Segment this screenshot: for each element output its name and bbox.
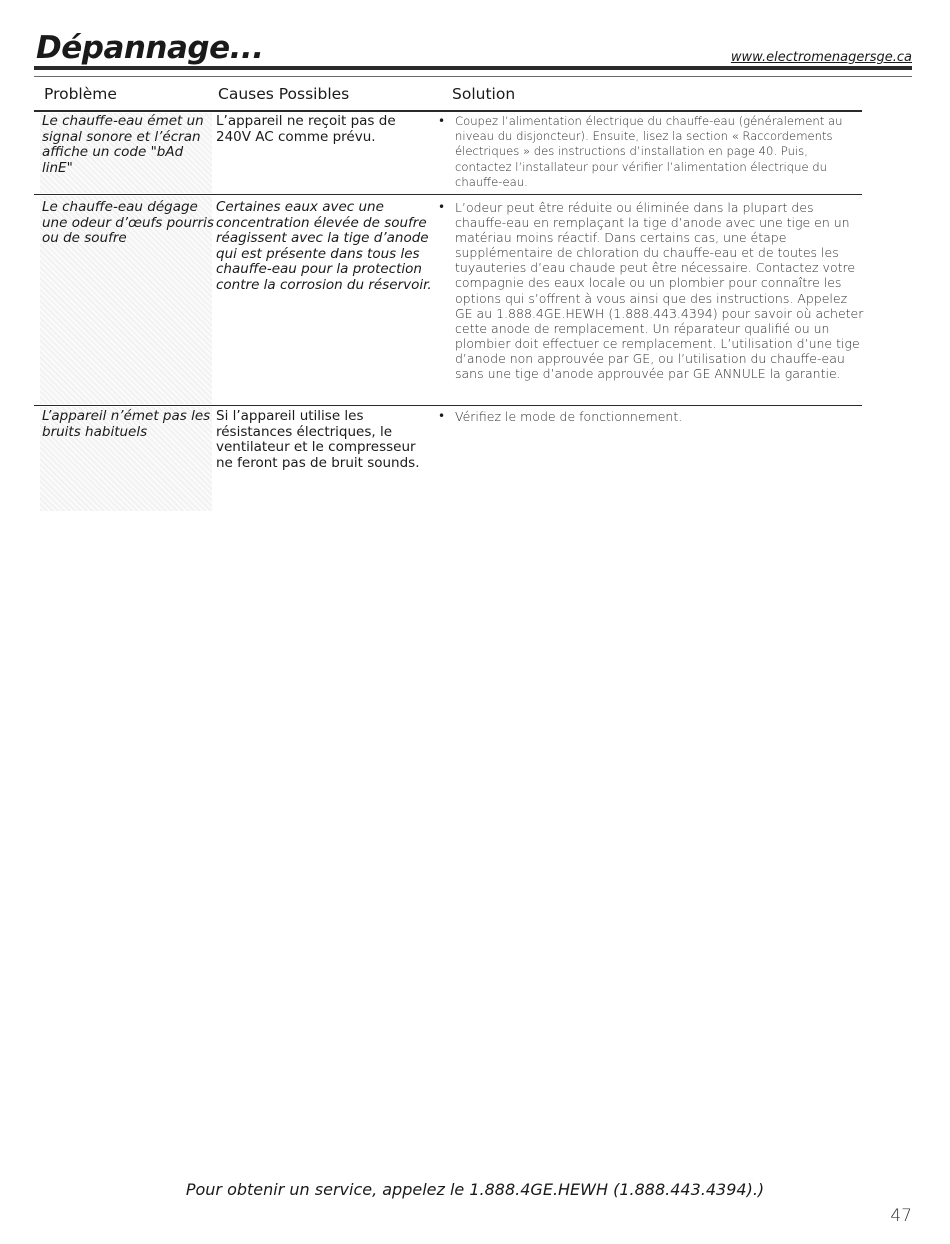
solution-text: Coupez l’alimentation électrique du chauffe-eau (généralement au niveau du disjoncteur). Ensuite, lisez la section « Raccordements électriques » des instructions d’installation en page 40. Puis, contactez l’installateur pour vérifier l’alimentation électrique du chauffe-eau.	[455, 114, 843, 189]
column-header-solution: Solution	[452, 85, 516, 103]
problem-text: Le chauffe-eau dégage une odeur d’œufs pourris ou de soufre	[42, 199, 214, 246]
table-header-rule	[34, 110, 862, 112]
solution-cell	[438, 114, 864, 190]
service-footer: Pour obtenir un service, appelez le 1.888.4GE.HEWH (1.888.443.4394).)	[185, 1180, 765, 1199]
row-divider	[34, 194, 862, 195]
page-number: 47	[890, 1206, 912, 1226]
bullet-icon: •	[438, 200, 446, 214]
problem-text: Le chauffe-eau émet un signal sonore et l’écran affiche un code "bAd linE"	[42, 113, 204, 176]
row-divider	[34, 405, 862, 406]
header-rule-thin	[34, 76, 912, 77]
solution-text: L’odeur peut être réduite ou éliminée dans la plupart des chauffe-eau en remplaçant la tige d’anode avec une tige en un matériau moins réactif. Dans certains cas, une étape supplémentaire de chloration du chauffe-eau et de toutes les tuyauteries d’eau chaude peut être nécessaire. Contactez votre compagnie des eaux locale ou un plombier pour connaître les options qui s’offrent à vous ainsi que des instructions. Appelez GE au 1.888.4GE.HEWH (1.888.443.4394) pour savoir où acheter cette anode de remplacement. Un réparateur qualifié ou un plombier doit effectuer ce remplacement. L’utilisation d’une tige d’anode non approuvée par GE, ou l’utilisation du chauffe-eau sans une tige d’anode approuvée par GE ANNULE la garantie.	[455, 200, 864, 382]
header-rule	[34, 66, 912, 70]
cause-text: Certaines eaux avec une concentration élevée de soufre réagissent avec la tige d’anode qui est présente dans tous les chauffe-eau pour la protection contre la corrosion du réservoir.	[216, 199, 432, 293]
cause-text: Si l’appareil utilise les résistances électriques, le ventilateur et le compresseur ne feront pas de bruit sounds.	[216, 408, 420, 471]
page-title: Dépannage...	[36, 30, 264, 66]
problem-text: L’appareil n’émet pas les bruits habituels	[42, 408, 211, 440]
solution-cell	[438, 409, 864, 424]
bullet-icon: •	[438, 409, 446, 423]
column-header-problem: Problème	[44, 85, 117, 103]
solution-cell	[438, 200, 864, 381]
column-header-causes: Causes Possibles	[218, 85, 350, 103]
solution-text: Vérifiez le mode de fonctionnement.	[455, 409, 683, 424]
bullet-icon: •	[438, 114, 446, 128]
cause-text: L’appareil ne reçoit pas de 240V AC comme prévu.	[216, 113, 396, 145]
website-link[interactable]: www.electromenagersge.ca	[730, 50, 912, 65]
